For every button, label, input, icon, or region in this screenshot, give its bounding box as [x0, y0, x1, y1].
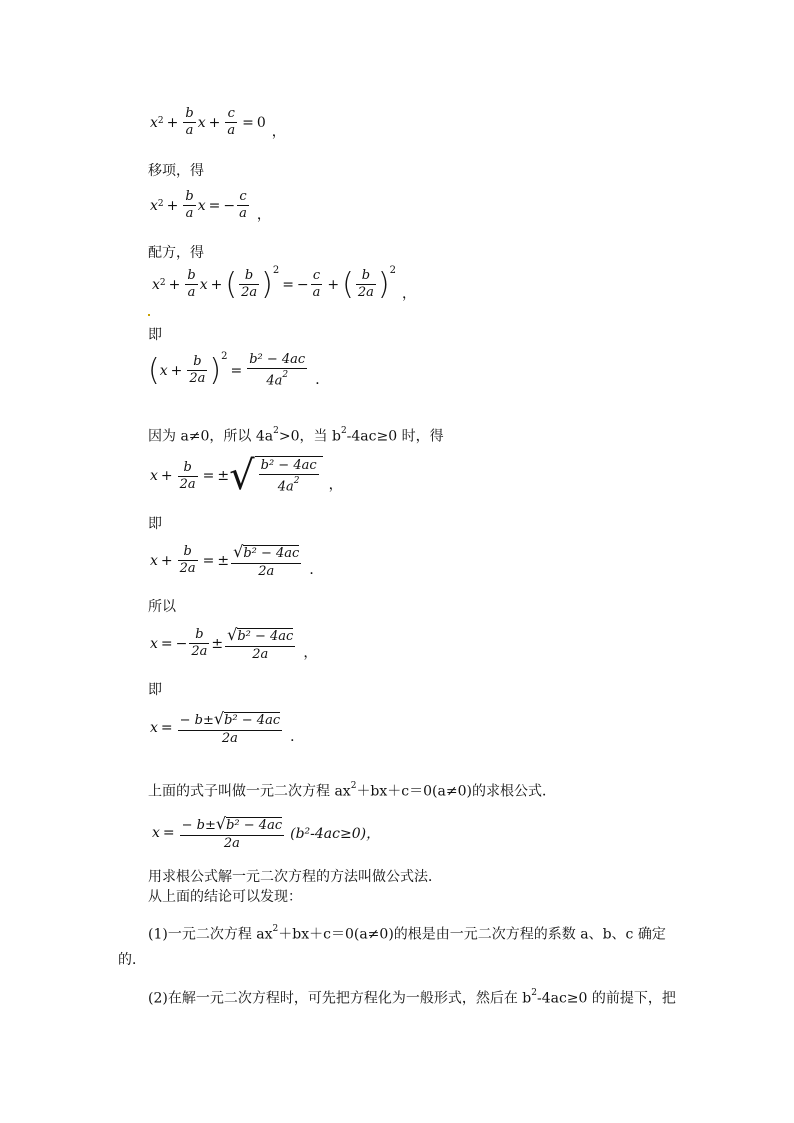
text-formula-method: 用求根公式解一元二次方程的方法叫做公式法． — [148, 869, 442, 885]
equation-formula-with-condition: x = $\frac{\text{− b±√b² − 4ac}}{2a}$ (b²-4ac≥0)， — [152, 814, 381, 851]
fraction-b-over-2a: $\frac{b}{2a}$ — [357, 268, 374, 300]
text-that-is-2: 即 — [148, 516, 162, 532]
fraction-disc-over-4a2: $\frac{\text{b² − 4ac}}{4a^2}$ — [249, 352, 306, 389]
equation-x-expression: x = − $\frac{b}{2a}$ ± $\frac{\text{√b² − 4ac}}{2a}$ ， — [150, 625, 318, 662]
fraction-b-over-2a: $\frac{b}{2a}$ — [189, 354, 206, 387]
fraction-sqrt-disc-over-2a: $\frac{\text{√b² − 4ac}}{2a}$ — [227, 625, 294, 662]
equation-sqrt-form: x + $\frac{b}{2a}$ = ± √ $\frac{\text{b² − 4ac}}{4a^2}$ ， — [150, 453, 343, 499]
equation-moved: x 2 + $\frac{b}{a}$ x = − $\frac{c}{a}$ ， — [150, 189, 271, 223]
fraction-b-over-a: $\frac{b}{a}$ — [187, 268, 196, 300]
fraction-b-over-2a: $\frac{b}{2a}$ — [179, 459, 196, 492]
text-that-is-3: 即 — [148, 682, 162, 698]
fraction-b-over-2a: $\frac{b}{2a}$ — [191, 627, 208, 659]
equation-completed-square: x 2 + $\frac{b}{a}$ x + ( $\frac{b}{2a}$ ) 2 = − $\frac{c}{a}$ + ( $\frac{b}{2a}$ ) 2 ， — [152, 265, 416, 302]
text-because-a-nonzero: 因为 a≠0，所以 $4a^2>0$，当 $b^2-4ac\ge 0$ 时，得 — [148, 426, 444, 445]
text-observation-1: (1)一元二次方程 $ax^2+bx+c=0(a\ne 0)$的根是由一元二次方程的系数 a、b、c 确定 — [148, 924, 666, 943]
fraction-c-over-a: $\frac{c}{a}$ — [227, 106, 236, 138]
text-observations: 从上面的结论可以发现： — [148, 889, 302, 905]
fraction-b-over-2a: $\frac{b}{2a}$ — [241, 268, 258, 300]
text-observation-2: (2)在解一元二次方程时，可先把方程化为一般形式，然后在 $b^2-4ac\ge 0$ 的前提下，把 — [148, 988, 676, 1007]
equation-quadratic-formula: x = $\frac{\text{− b±√b² − 4ac}}{2a}$ ． — [150, 709, 305, 746]
text-therefore: 所以 — [148, 599, 176, 615]
marker-dot — [148, 314, 150, 316]
equation-square-form: ( x + $\frac{b}{2a}$ ) 2 = $\frac{\text{b² − 4ac}}{4a^2}$ ． — [148, 351, 330, 389]
fraction-c-over-a: $\frac{c}{a}$ — [239, 189, 247, 221]
text-observation-1-end: 的． — [118, 952, 146, 968]
text-that-is-1: 即 — [148, 327, 162, 343]
equation-standard-form: x 2 + $\frac{b}{a}$ x + $\frac{c}{a}$ = 0 ， — [150, 106, 286, 140]
fraction-b-over-a: $\frac{b}{a}$ — [185, 189, 194, 221]
fraction-quadratic-formula: $\frac{\text{− b±√b² − 4ac}}{2a}$ — [179, 709, 281, 746]
fraction-b-over-2a: $\frac{b}{2a}$ — [179, 544, 196, 576]
fraction-b-over-a: $\frac{b}{a}$ — [185, 106, 194, 138]
fraction-c-over-a: $\frac{c}{a}$ — [312, 268, 321, 300]
text-move-terms: 移项，得 — [148, 163, 204, 179]
fraction-disc-over-4a2: $\frac{\text{b² − 4ac}}{4a^2}$ — [260, 457, 317, 495]
text-formula-definition: 上面的式子叫做一元二次方程 $ax^2+bx+c=0(a\ne 0)$的求根公式． — [148, 781, 556, 800]
equation-sqrt-over-2a: x + $\frac{b}{2a}$ = ± $\frac{\text{√b² − 4ac}}{2a}$ ． — [150, 542, 324, 579]
text-complete-square: 配方，得 — [148, 245, 204, 261]
radical: √ $\frac{\text{b² − 4ac}}{4a^2}$ — [229, 456, 323, 496]
fraction-quadratic-formula: $\frac{\text{− b±√b² − 4ac}}{2a}$ — [181, 814, 283, 851]
fraction-sqrt-disc-over-2a: $\frac{\text{√b² − 4ac}}{2a}$ — [233, 542, 300, 579]
